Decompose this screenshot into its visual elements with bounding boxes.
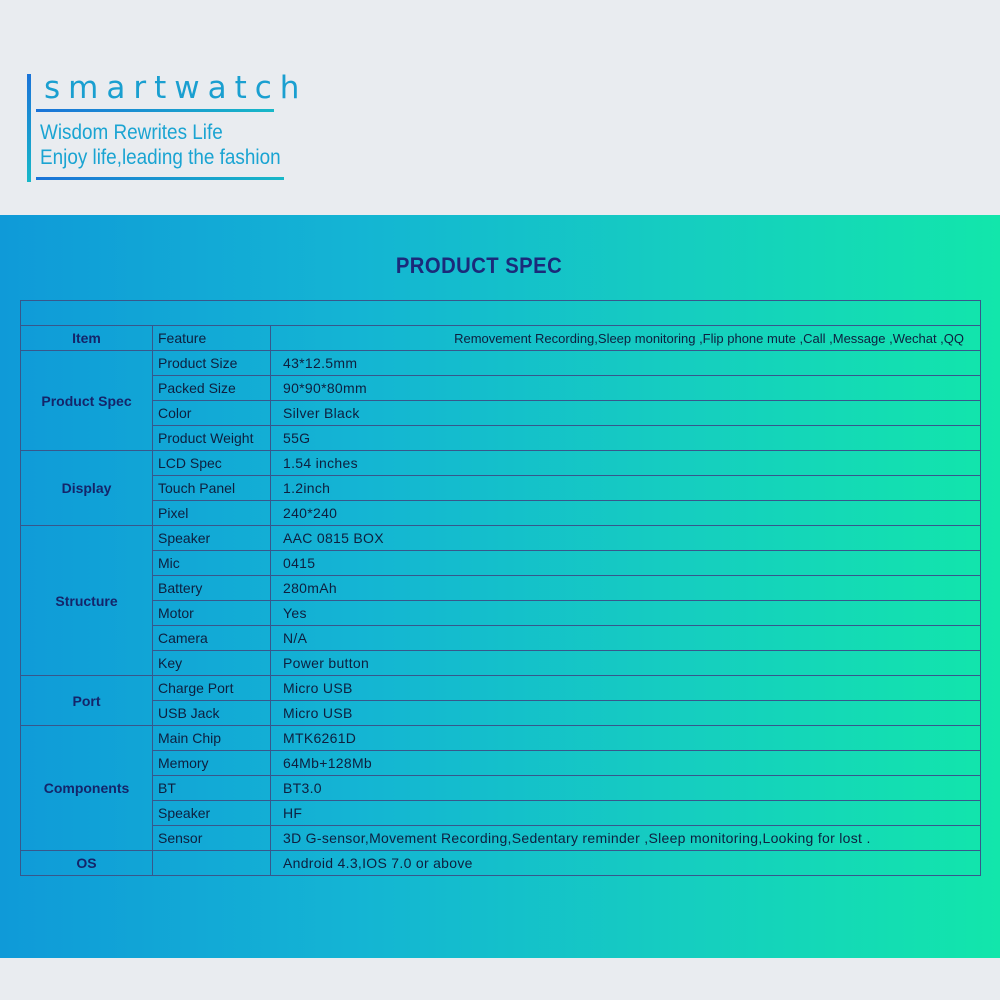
table-row (21, 851, 981, 876)
value-cell: Yes (271, 601, 981, 626)
feature-cell: Mic (153, 551, 271, 576)
table-blank-row (21, 301, 981, 326)
feature-cell: Product Weight (153, 426, 271, 451)
feature-cell: Camera (153, 626, 271, 651)
table-row (21, 626, 981, 651)
feature-cell: Motor (153, 601, 271, 626)
feature-cell: Speaker (153, 526, 271, 551)
value-cell: MTK6261D (271, 726, 981, 751)
table-header-row (21, 326, 981, 351)
spec-heading: PRODUCT SPEC (395, 253, 563, 278)
table-row (21, 426, 981, 451)
feature-cell: Main Chip (153, 726, 271, 751)
value-cell: Silver Black (271, 401, 981, 426)
value-cell: 1.2inch (271, 476, 981, 501)
table-row (21, 526, 981, 551)
table-row (21, 351, 981, 376)
group-label: Display (21, 451, 153, 526)
table-row (21, 751, 981, 776)
table-row (21, 651, 981, 676)
brand-bottom-rule (36, 177, 284, 180)
group-label: Product Spec (21, 351, 153, 451)
header-feature: Feature (153, 326, 271, 351)
feature-cell: BT (153, 776, 271, 801)
table-row (21, 701, 981, 726)
value-cell: 3D G-sensor,Movement Recording,Sedentary reminder ,Sleep monitoring,Looking for lost . (271, 826, 981, 851)
feature-cell: Key (153, 651, 271, 676)
brand-vertical-rule (27, 74, 31, 182)
table-row (21, 401, 981, 426)
bottom-band (0, 958, 1000, 1000)
table-row (21, 676, 981, 701)
value-cell: Micro USB (271, 676, 981, 701)
value-cell: 280mAh (271, 576, 981, 601)
brand-title: smartwatch (44, 70, 308, 106)
value-cell: 43*12.5mm (271, 351, 981, 376)
brand-tagline-1: Wisdom Rewrites Life (40, 121, 223, 144)
feature-cell: Packed Size (153, 376, 271, 401)
header-item: Item (21, 326, 153, 351)
value-cell: 240*240 (271, 501, 981, 526)
table-row (21, 476, 981, 501)
value-cell: 64Mb+128Mb (271, 751, 981, 776)
blank-cell (21, 301, 981, 326)
table-row (21, 826, 981, 851)
table-row (21, 551, 981, 576)
value-cell: 55G (271, 426, 981, 451)
table-row (21, 776, 981, 801)
value-cell: HF (271, 801, 981, 826)
brand-underline (36, 109, 274, 112)
spec-table-body (21, 301, 981, 876)
feature-cell: Color (153, 401, 271, 426)
feature-cell: Sensor (153, 826, 271, 851)
value-cell: N/A (271, 626, 981, 651)
brand-tagline-2: Enjoy life,leading the fashion (40, 146, 281, 169)
value-cell: 90*90*80mm (271, 376, 981, 401)
value-cell: 0415 (271, 551, 981, 576)
value-cell: Power button (271, 651, 981, 676)
feature-cell: LCD Spec (153, 451, 271, 476)
feature-cell: Speaker (153, 801, 271, 826)
feature-cell: Touch Panel (153, 476, 271, 501)
table-row (21, 576, 981, 601)
value-cell: Android 4.3,IOS 7.0 or above (271, 851, 981, 876)
group-label: Structure (21, 526, 153, 676)
group-label: OS (21, 851, 153, 876)
table-row (21, 801, 981, 826)
feature-cell: Battery (153, 576, 271, 601)
table-row (21, 726, 981, 751)
table-row (21, 451, 981, 476)
feature-cell: Pixel (153, 501, 271, 526)
value-cell: BT3.0 (271, 776, 981, 801)
feature-cell (153, 851, 271, 876)
feature-cell: Memory (153, 751, 271, 776)
value-cell: AAC 0815 BOX (271, 526, 981, 551)
group-label: Port (21, 676, 153, 726)
header-functions: Removement Recording,Sleep monitoring ,Flip phone mute ,Call ,Message ,Wechat ,QQ (271, 326, 981, 351)
group-label: Components (21, 726, 153, 851)
value-cell: 1.54 inches (271, 451, 981, 476)
table-row (21, 376, 981, 401)
feature-cell: Product Size (153, 351, 271, 376)
feature-cell: Charge Port (153, 676, 271, 701)
value-cell: Micro USB (271, 701, 981, 726)
spec-table (20, 300, 981, 876)
table-row (21, 501, 981, 526)
table-row (21, 601, 981, 626)
feature-cell: USB Jack (153, 701, 271, 726)
